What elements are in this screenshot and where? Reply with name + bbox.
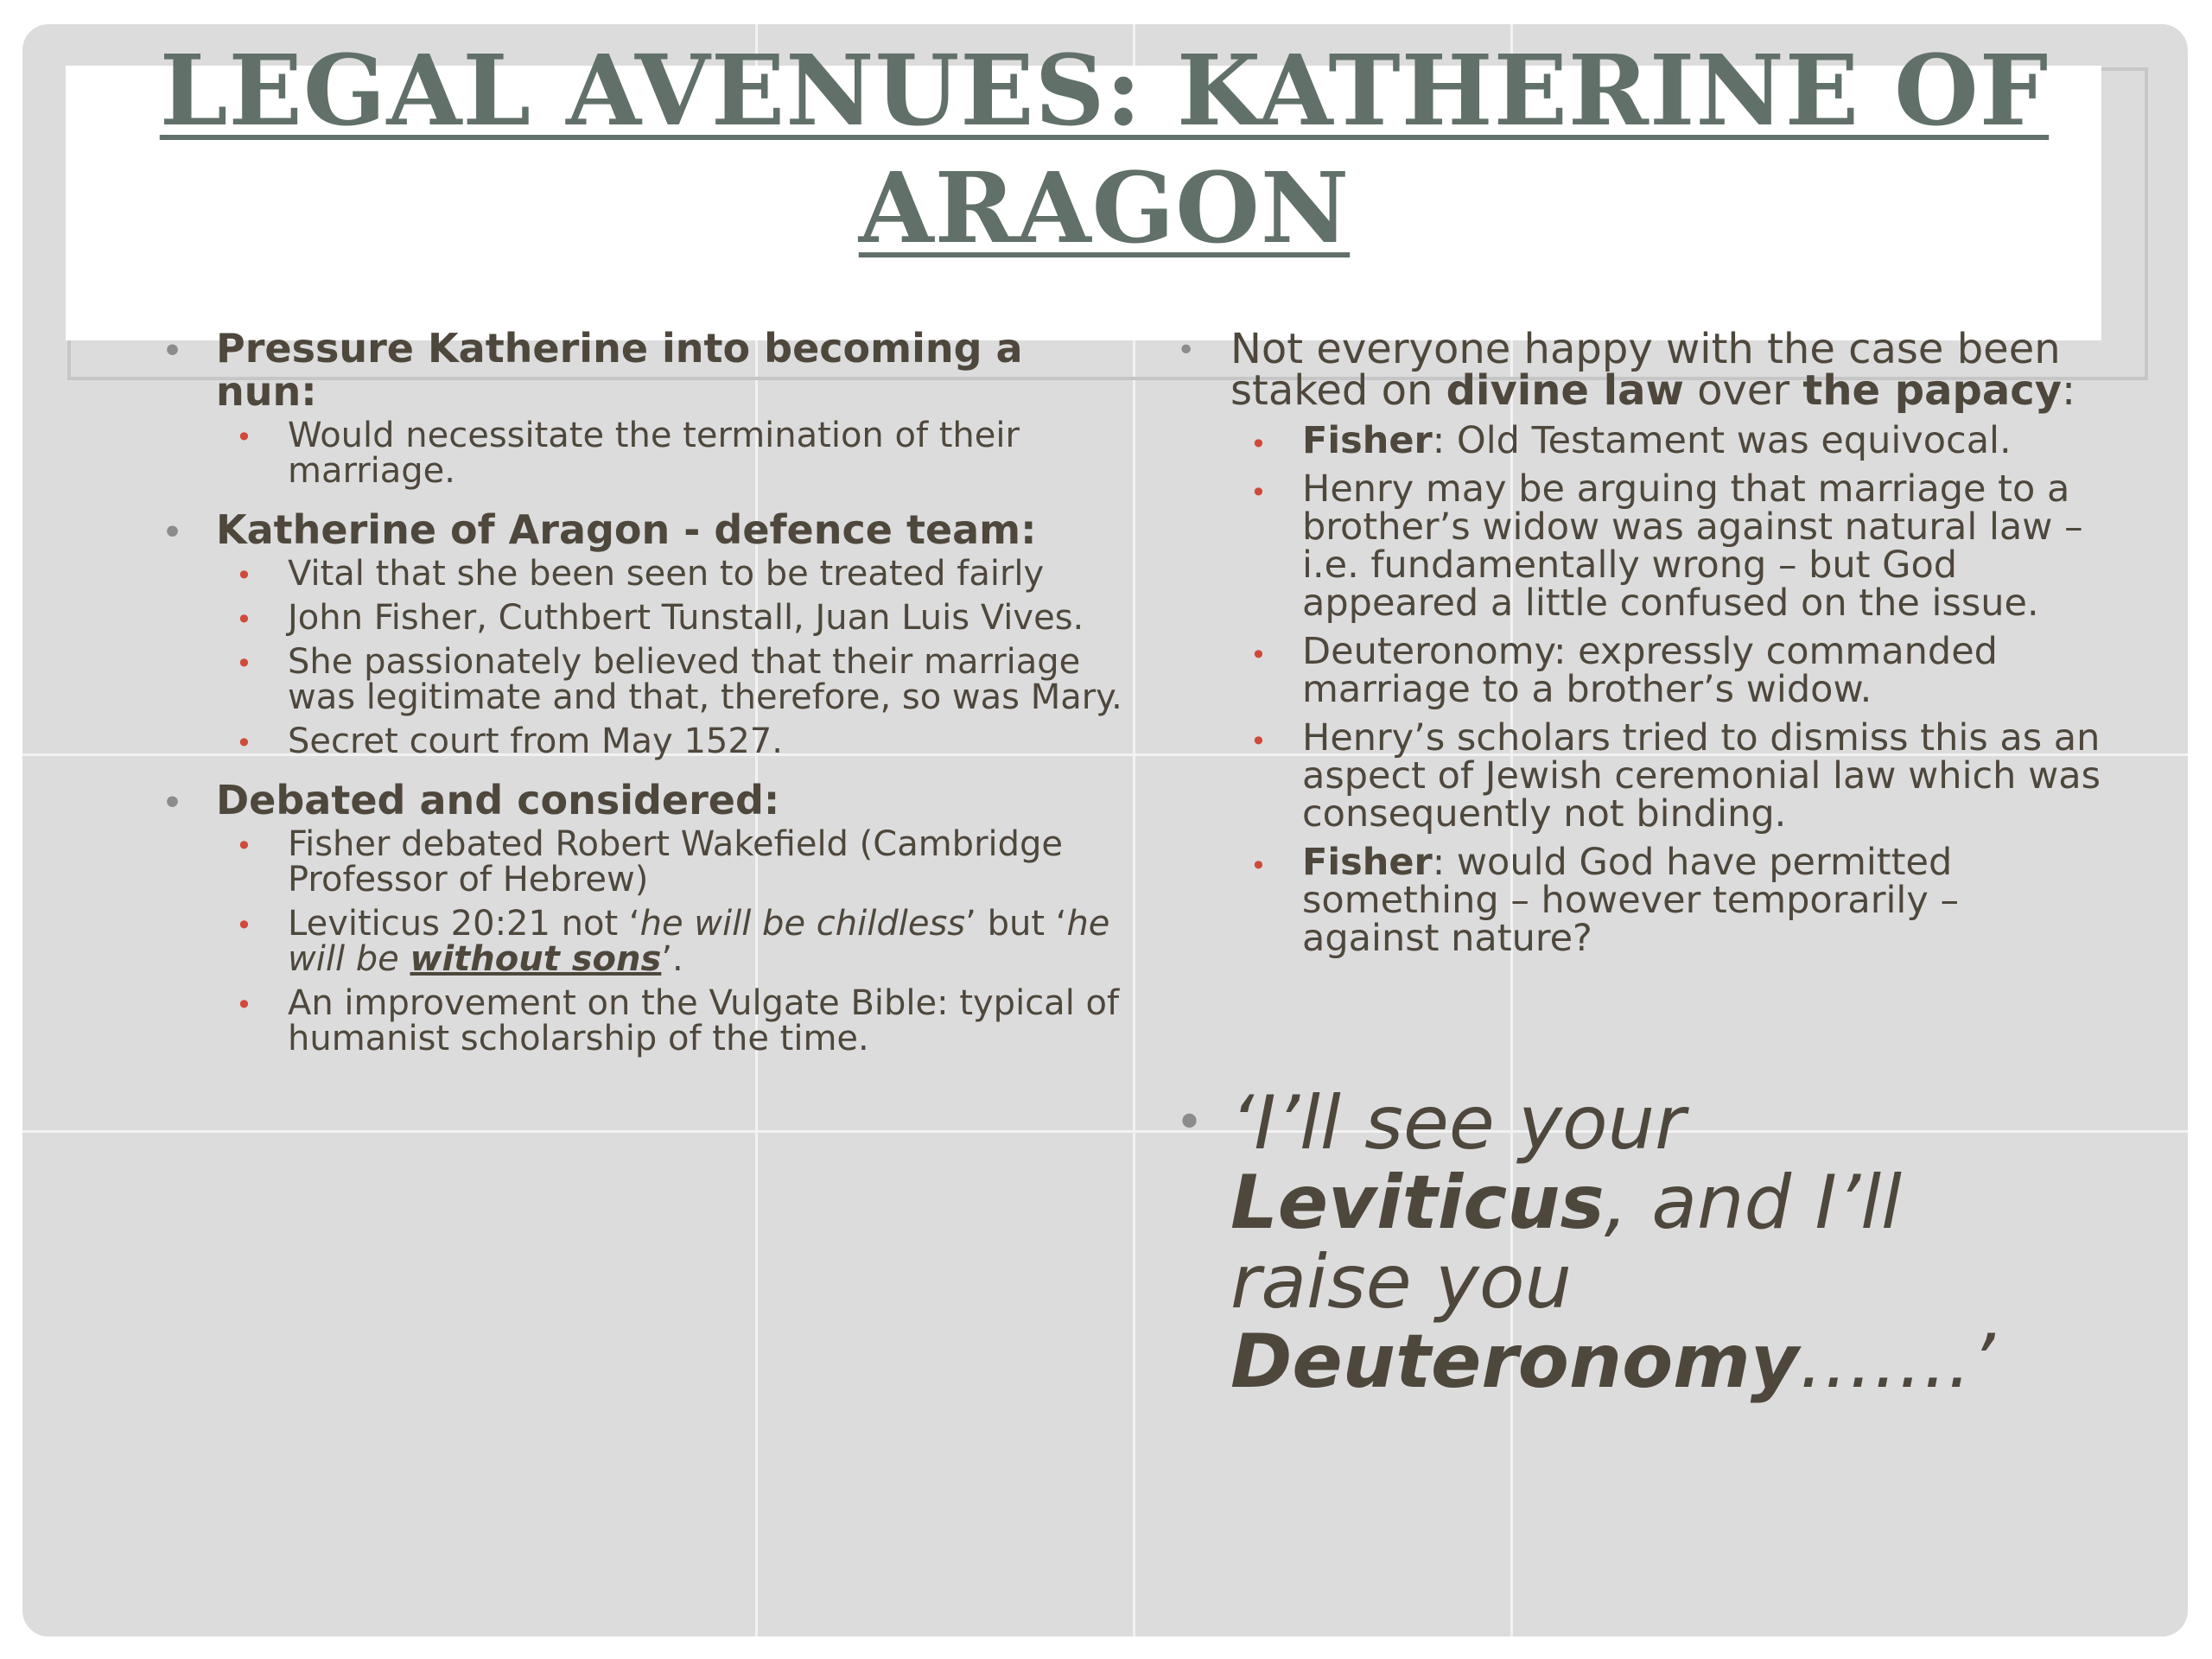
bullet-icon: • bbox=[162, 785, 183, 821]
bullet-icon: • bbox=[1250, 639, 1267, 671]
bullet-icon: • bbox=[1250, 476, 1267, 509]
list-item: • Secret court from May 1527. bbox=[236, 721, 783, 761]
list-item: • John Fisher, Cuthbert Tunstall, Juan Luis Vives. bbox=[236, 598, 1084, 638]
section-heading: • Katherine of Aragon - defence team: bbox=[162, 506, 1037, 553]
bullet-icon: • bbox=[236, 421, 252, 454]
bullet-icon: • bbox=[236, 988, 252, 1021]
lead-point: • Not everyone happy with the case been staked on divine law over the papacy: bbox=[1177, 325, 2076, 415]
bullet-icon: • bbox=[1175, 1095, 1205, 1151]
bullet-icon: • bbox=[1250, 428, 1267, 461]
list-item: • Henry may be arguing that marriage to a brother’s widow was against natural law – i.e. fundamentally wrong – but God appeared a little confused on the issue. bbox=[1250, 467, 2083, 625]
list-item: • Deuteronomy: expressly commanded marriage to a brother’s widow. bbox=[1250, 630, 1998, 711]
section-heading: • Debated and considered: bbox=[162, 777, 780, 823]
bullet-icon: • bbox=[1250, 725, 1267, 758]
bullet-icon: • bbox=[236, 909, 252, 942]
right-column bbox=[1177, 325, 2103, 968]
bullet-icon: • bbox=[1177, 333, 1196, 368]
bullet-icon: • bbox=[1250, 849, 1267, 882]
list-item: • Henry’s scholars tried to dismiss this as an aspect of Jewish ceremonial law which was consequently not binding. bbox=[1250, 716, 2101, 836]
quote: • ‘I’ll see your Leviticus, and I’ll raise you Deuteronomy…….’ bbox=[1175, 1080, 1995, 1405]
bullet-icon: • bbox=[236, 727, 252, 760]
list-item: • Would necessitate the termination of their marriage. bbox=[236, 416, 1020, 491]
list-item: • Fisher: would God have permitted something – however temporarily – against nature? bbox=[1250, 841, 1959, 960]
bullet-icon: • bbox=[162, 334, 183, 369]
left-column bbox=[162, 325, 1123, 1065]
slide-title bbox=[104, 33, 2105, 268]
bullet-icon: • bbox=[236, 830, 252, 862]
bullet-icon: • bbox=[162, 515, 183, 550]
list-item: • Fisher: Old Testament was equivocal. bbox=[1250, 419, 2012, 462]
title-line-1: LEGAL AVENUES: KATHERINE OF bbox=[159, 35, 2050, 148]
section-heading: • Pressure Katherine into becoming a nun: bbox=[162, 325, 1023, 415]
list-item: • Vital that she been seen to be treated fairly bbox=[236, 554, 1045, 594]
bullet-icon: • bbox=[236, 647, 252, 680]
bullet-icon: • bbox=[236, 603, 252, 636]
title-line-2: ARAGON bbox=[858, 152, 1351, 265]
bullet-icon: • bbox=[236, 559, 252, 592]
list-item: • Fisher debated Robert Wakefield (Cambridge Professor of Hebrew) bbox=[236, 824, 1064, 899]
list-item: • An improvement on the Vulgate Bible: typical of humanist scholarship of the time. bbox=[236, 983, 1120, 1058]
list-item: • She passionately believed that their marriage was legitimate and that, therefore, so was Mary. bbox=[236, 642, 1122, 717]
list-item: • Leviticus 20:21 not ‘he will be childless’ but ‘he will be without sons’. bbox=[236, 904, 1110, 979]
